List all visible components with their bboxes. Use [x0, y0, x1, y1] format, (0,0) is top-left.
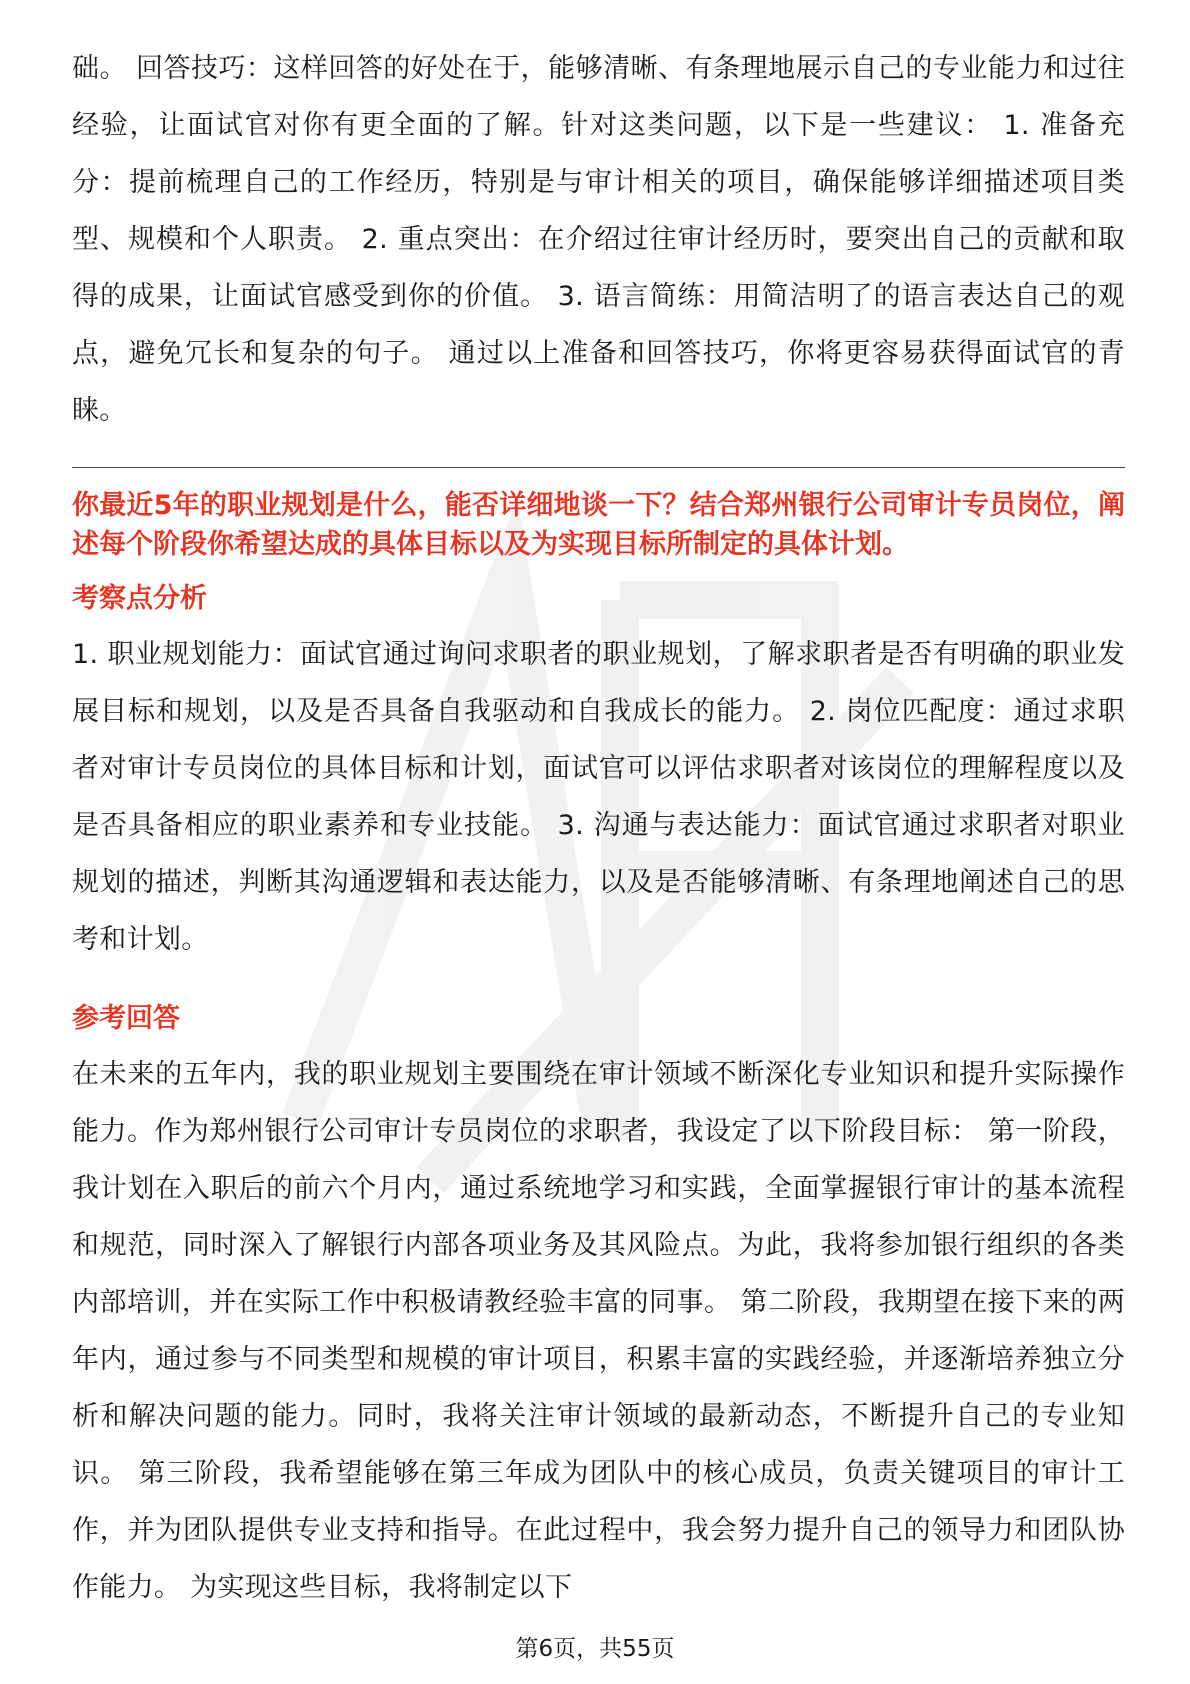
document-page: [72, 40, 1125, 1616]
analysis-title: 考察点分析: [72, 583, 207, 614]
intro-paragraph: 础。 回答技巧：这样回答的好处在于，能够清晰、有条理地展示自己的专业能力和过往经验，让面试官对你有更全面的了解。针对这类问题，以下是一些建议： 1. 准备充分：提前梳理自己的工作经历，特别是与审计相关的项目，确保能够详细描述项目类型、规模和个人职责。 2. 重点突出：在介绍过往审计经历时，要突出自己的贡献和取得的成果，让面试官感受到你的价值。 3. 语言简练：用简洁明了的语言表达自己的观点，避免冗长和复杂的句子。 通过以上准备和回答技巧，你将更容易获得面试官的青睐。: [72, 53, 1125, 426]
analysis-text: 1. 职业规划能力：面试官通过询问求职者的职业规划，了解求职者是否有明确的职业发展目标和规划，以及是否具备自我驱动和自我成长的能力。 2. 岗位匹配度：通过求职者对审计专员岗位的具体目标和计划，面试官可以评估求职者对该岗位的理解程度以及是否具备相应的职业素养和专业技能。 3. 沟通与表达能力：面试官通过求职者对职业规划的描述，判断其沟通逻辑和表达能力，以及是否能够清晰、有条理地阐述自己的思考和计划。: [72, 639, 1125, 955]
answer-title: 参考回答: [72, 1003, 180, 1034]
question-heading: 你最近5年的职业规划是什么，能否详细地谈一下？结合郑州银行公司审计专员岗位，阐述每个阶段你希望达成的具体目标以及为实现目标所制定的具体计划。: [72, 490, 1125, 560]
section-divider: [72, 467, 1125, 468]
page-number: 第6页，共55页: [515, 1636, 675, 1662]
answer-text: 在未来的五年内，我的职业规划主要围绕在审计领域不断深化专业知识和提升实际操作能力。作为郑州银行公司审计专员岗位的求职者，我设定了以下阶段目标： 第一阶段，我计划在入职后的前六个月内，通过系统地学习和实践，全面掌握银行审计的基本流程和规范，同时深入了解银行内部各项业务及其风险点。为此，我将参加银行组织的各类内部培训，并在实际工作中积极请教经验丰富的同事。 第二阶段，我期望在接下来的两年内，通过参与不同类型和规模的审计项目，积累丰富的实践经验，并逐渐培养独立分析和解决问题的能力。同时，我将关注审计领域的最新动态，不断提升自己的专业知识。 第三阶段，我希望能够在第三年成为团队中的核心成员，负责关键项目的审计工作，并为团队提供专业支持和指导。在此过程中，我会努力提升自己的领导力和团队协作能力。 为实现这些目标，我将制定以下: [72, 1059, 1125, 1603]
